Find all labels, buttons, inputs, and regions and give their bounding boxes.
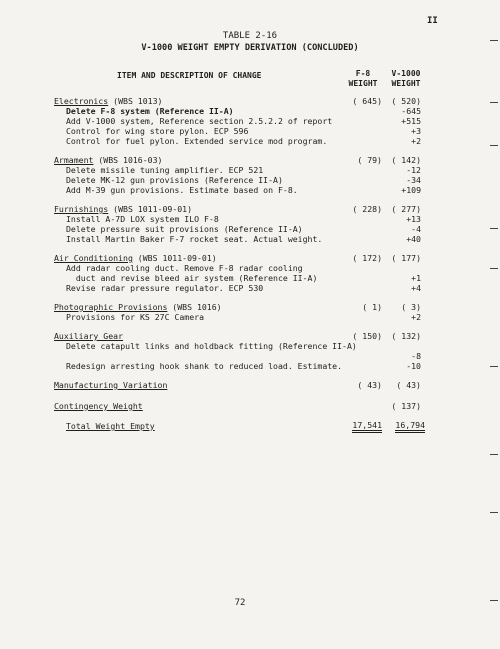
line-value: -12 — [406, 165, 421, 175]
edge-mark — [490, 512, 498, 513]
page-number: 72 — [234, 598, 246, 608]
line-value: +4 — [411, 283, 421, 293]
line-item: Install Martin Baker F-7 rocket seat. Actual weight. — [66, 234, 323, 244]
section-heading-electronics: Electronics (WBS 1013) — [54, 96, 163, 106]
f8-weight-photographic: ( 1) — [362, 302, 382, 312]
line-value: +109 — [401, 185, 421, 195]
line-value: +13 — [406, 214, 421, 224]
edge-mark — [490, 600, 498, 601]
section-heading-furnishings: Furnishings (WBS 1011-09-01) — [54, 204, 193, 214]
line-item: Redesign arresting hook shank to reduced load. Estimate. — [66, 361, 343, 371]
table-title: V-1000 WEIGHT EMPTY DERIVATION (CONCLUDED) — [141, 43, 359, 53]
v1000-weight-armament: ( 142) — [391, 155, 421, 165]
line-value: -4 — [411, 224, 421, 234]
line-value: -645 — [401, 106, 421, 116]
line-value: +40 — [406, 234, 421, 244]
v1000-header-line2: WEIGHT — [391, 79, 421, 88]
edge-mark — [490, 268, 498, 269]
section-heading-manufacturing-variation: Manufacturing Variation — [54, 380, 168, 390]
line-item: duct and revise bleed air system (Reference II-A) — [66, 273, 318, 283]
table-number: TABLE 2-16 — [222, 31, 278, 41]
line-item: Add radar cooling duct. Remove F-8 radar cooling — [66, 263, 303, 273]
line-item: Control for wing store pylon. ECP 596 — [66, 126, 249, 136]
line-value: -8 — [411, 351, 421, 361]
line-value: +2 — [411, 136, 421, 146]
line-item: Delete catapult links and holdback fitting (Reference II-A) — [66, 341, 357, 351]
line-item: Delete MK-12 gun provisions (Reference II-A) — [66, 175, 283, 185]
v1000-weight-contingency: ( 137) — [391, 401, 421, 411]
f8-header-line2: WEIGHT — [348, 79, 378, 88]
total-label: Total Weight Empty — [66, 421, 155, 431]
line-value: +2 — [411, 312, 421, 322]
v1000-weight-auxiliary: ( 132) — [391, 331, 421, 341]
v1000-weight-electronics: ( 520) — [391, 96, 421, 106]
v1000-weight-manufacturing: ( 43) — [396, 380, 421, 390]
f8-weight-manufacturing: ( 43) — [357, 380, 382, 390]
line-item: Provisions for KS 27C Camera — [66, 312, 205, 322]
line-value: -34 — [406, 175, 421, 185]
section-heading-auxiliary-gear: Auxiliary Gear — [54, 331, 124, 341]
edge-mark — [490, 145, 498, 146]
v1000-column-header — [383, 69, 429, 89]
line-item: Add M-39 gun provisions. Estimate based on F-8. — [66, 185, 298, 195]
f8-weight-armament: ( 79) — [357, 155, 382, 165]
edge-mark — [490, 40, 498, 41]
v1000-weight-air-conditioning: ( 177) — [391, 253, 421, 263]
item-column-header: ITEM AND DESCRIPTION OF CHANGE — [117, 71, 262, 80]
edge-mark — [490, 102, 498, 103]
edge-mark — [490, 228, 498, 229]
section-heading-photographic-provisions: Photographic Provisions (WBS 1016) — [54, 302, 222, 312]
v1000-header-line1: V-1000 — [391, 69, 421, 78]
line-value: +1 — [411, 273, 421, 283]
f8-column-header — [343, 69, 383, 89]
line-value: +515 — [401, 116, 421, 126]
line-item: Control for fuel pylon. Extended service mod program. — [66, 136, 328, 146]
line-item: Delete missile tuning amplifier. ECP 521 — [66, 165, 264, 175]
section-id: II — [427, 16, 438, 26]
f8-weight-electronics: ( 645) — [352, 96, 382, 106]
edge-mark — [490, 454, 498, 455]
section-heading-armament: Armament (WBS 1016-03) — [54, 155, 163, 165]
v1000-weight-photographic: ( 3) — [401, 302, 421, 312]
total-v1000: 16,794 — [380, 420, 425, 430]
line-item: Delete pressure suit provisions (Reference II-A) — [66, 224, 303, 234]
section-heading-air-conditioning: Air Conditioning (WBS 1011-09-01) — [54, 253, 217, 263]
line-item: Revise radar pressure regulator. ECP 530 — [66, 283, 264, 293]
f8-header-line1: F-8 — [355, 69, 371, 78]
edge-mark — [490, 366, 498, 367]
total-f8: 17,541 — [340, 420, 382, 430]
line-item: Delete F-8 system (Reference II-A) — [66, 106, 234, 116]
line-value: -10 — [406, 361, 421, 371]
v1000-weight-furnishings: ( 277) — [391, 204, 421, 214]
f8-weight-auxiliary: ( 150) — [352, 331, 382, 341]
f8-weight-furnishings: ( 228) — [352, 204, 382, 214]
line-item: Install A-7D LOX system ILO F-8 — [66, 214, 219, 224]
line-item: Add V-1000 system, Reference section 2.5.2.2 of report — [66, 116, 333, 126]
section-heading-contingency-weight: Contingency Weight — [54, 401, 143, 411]
line-value: +3 — [411, 126, 421, 136]
f8-weight-air-conditioning: ( 172) — [352, 253, 382, 263]
